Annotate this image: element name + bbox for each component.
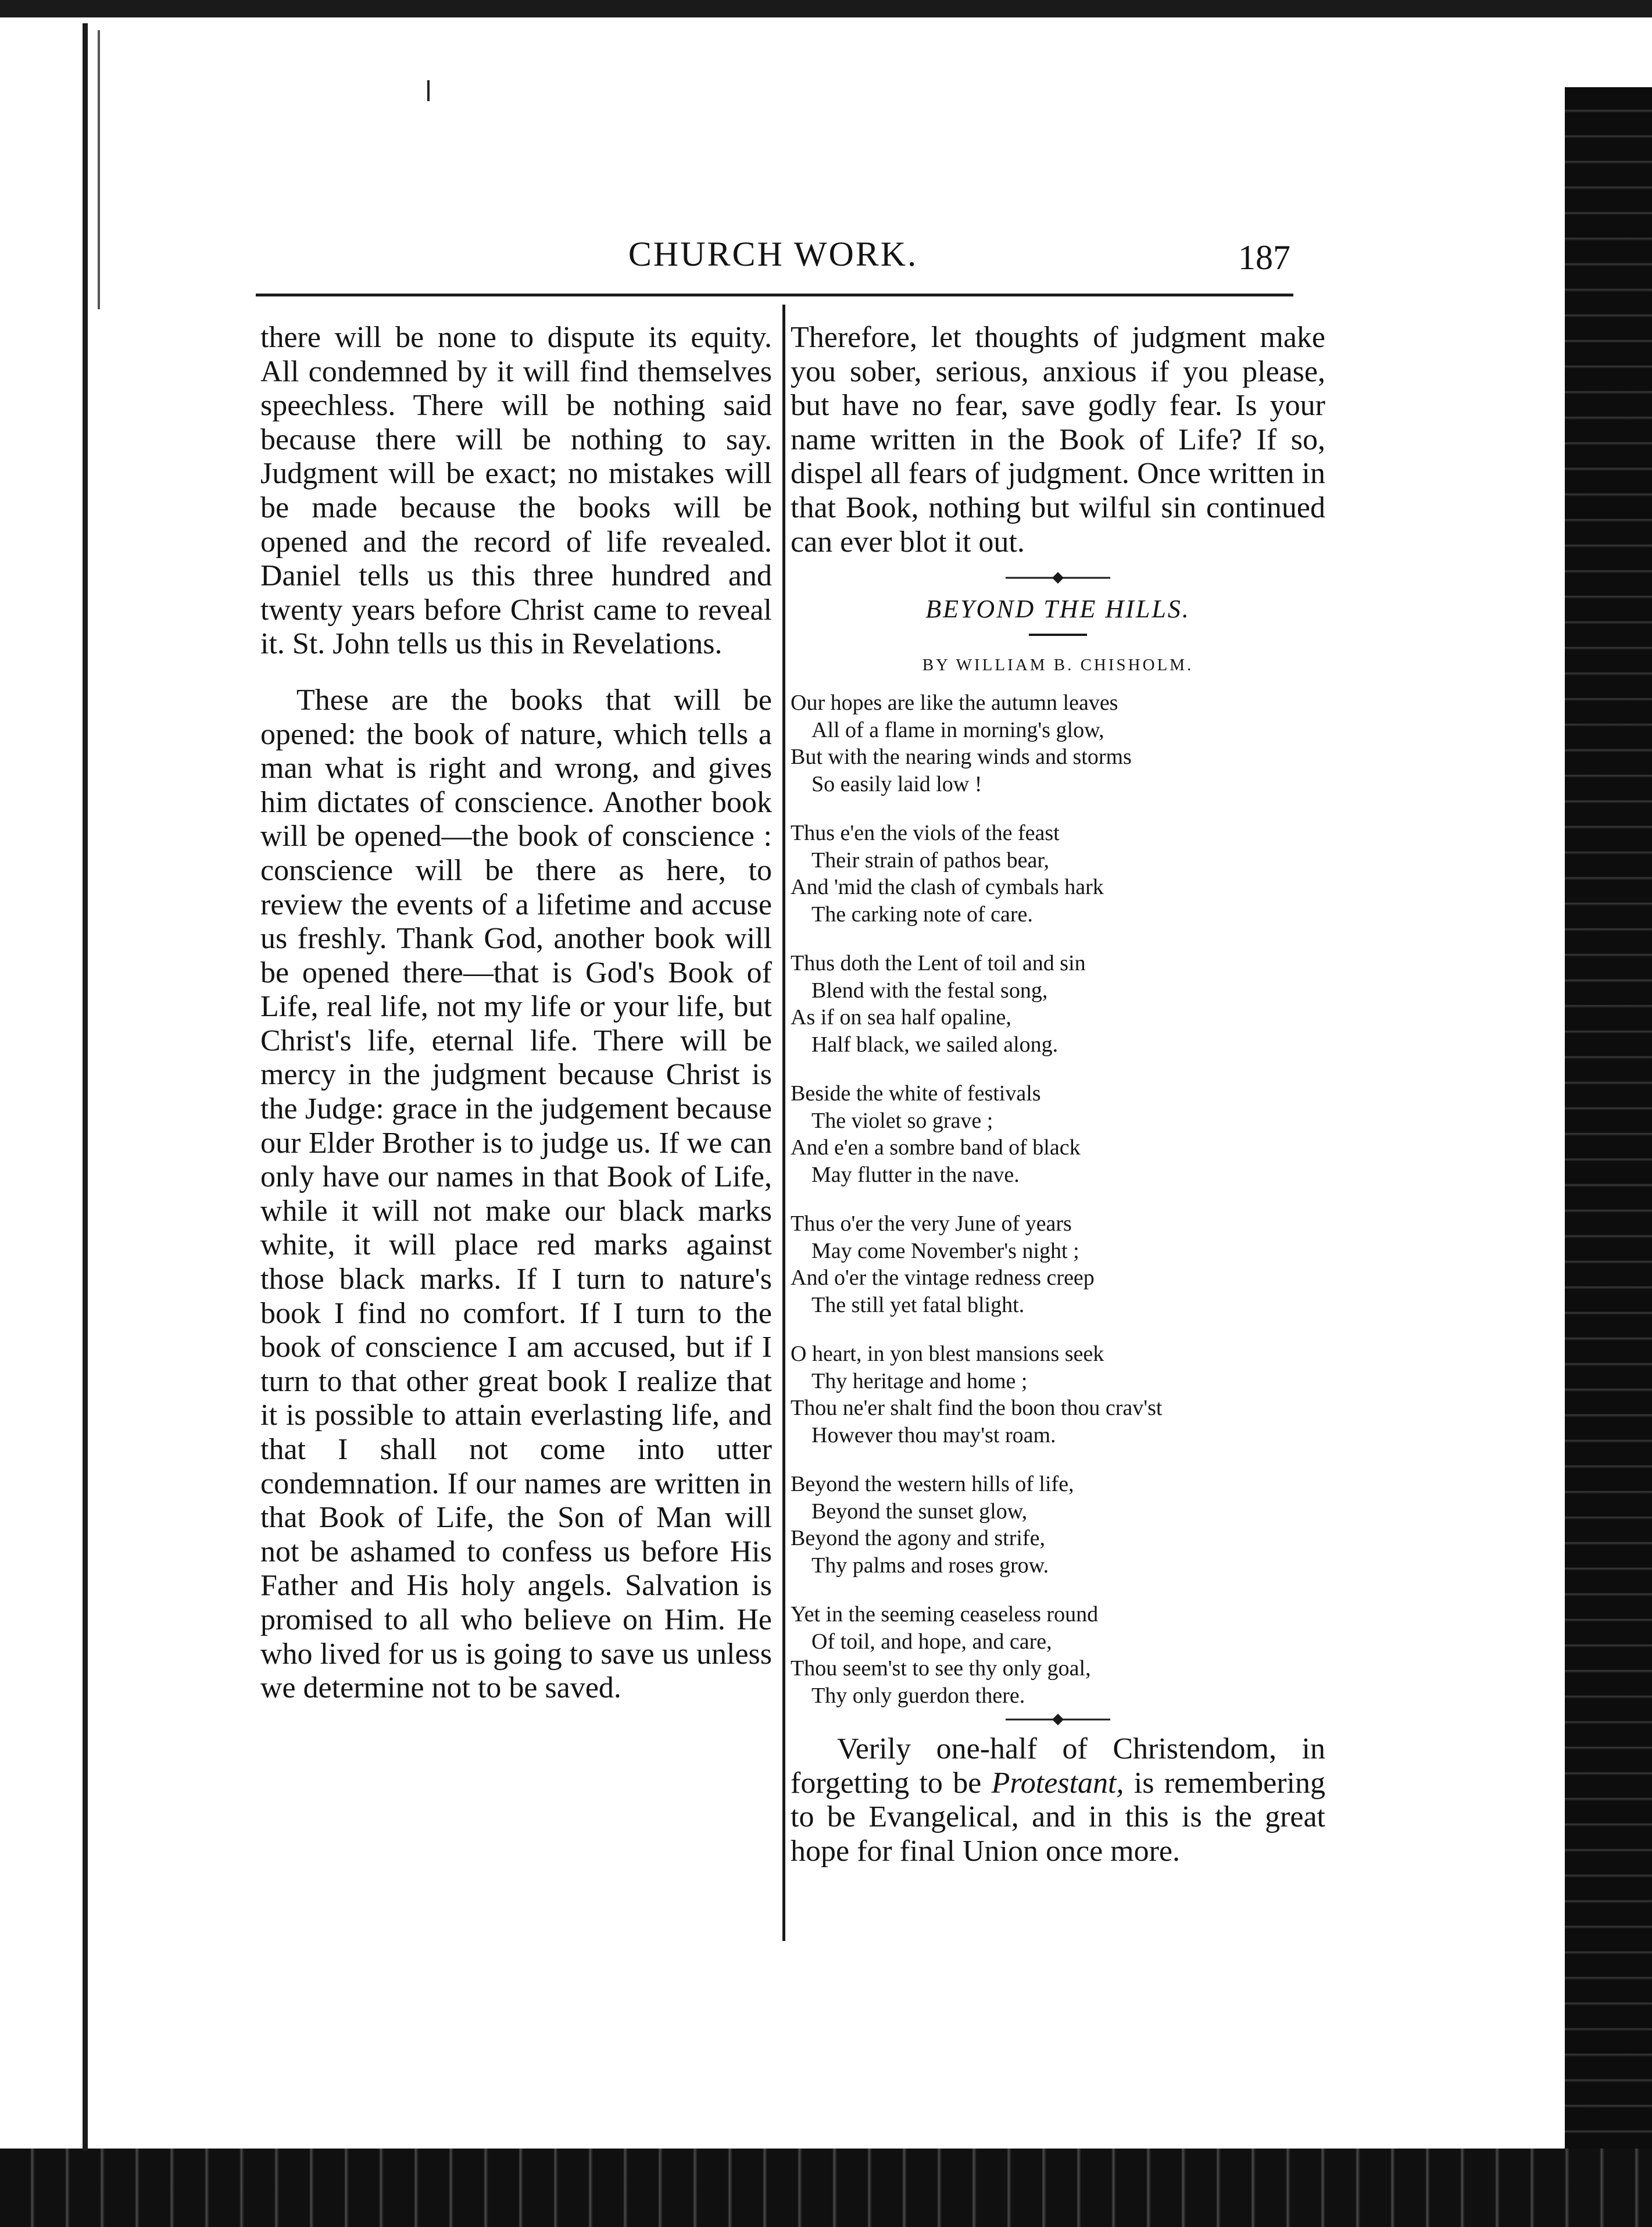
poem-stanza <box>791 1601 1325 1709</box>
poem-line: Beyond the agony and strife, <box>791 1526 1045 1551</box>
diamond-ornament-icon <box>1006 1713 1110 1726</box>
poem-line: O heart, in yon blest mansions seek <box>791 1342 1104 1367</box>
poem-line: All of a flame in morning's glow, <box>811 717 1104 742</box>
poem-line: So easily laid low ! <box>811 771 982 796</box>
scan-edge-left-inner <box>98 30 100 309</box>
right-column <box>791 321 1325 1954</box>
poem-stanza <box>791 820 1325 928</box>
poem-stanza <box>791 1471 1325 1579</box>
poem-line: Thus e'en the viols of the feast <box>791 821 1060 846</box>
poem-line: Beyond the western hills of life, <box>791 1472 1074 1497</box>
left-column <box>260 321 772 1954</box>
poem-line: Blend with the festal song, <box>811 978 1048 1003</box>
running-title: CHURCH WORK. <box>628 235 918 273</box>
poem-line: Thy heritage and home ; <box>811 1368 1028 1393</box>
scan-tick-mark <box>427 80 430 101</box>
poem-line: Beyond the sunset glow, <box>811 1499 1028 1524</box>
scan-border-bottom <box>0 2149 1652 2227</box>
poem-stanza <box>791 689 1325 798</box>
poem-line: As if on sea half opaline, <box>791 1005 1011 1030</box>
column-rule <box>782 305 785 1941</box>
poem-line: May come November's night ; <box>811 1238 1079 1263</box>
page-header <box>256 228 1290 280</box>
poem-line: Thus o'er the very June of years <box>791 1211 1072 1236</box>
poem-line: The violet so grave ; <box>811 1108 993 1133</box>
poem-line: And o'er the vintage redness creep <box>791 1266 1095 1291</box>
paragraph: These are the books that will be opened: the book of nature, which tells a man what is right and wrong, and gives him dictates of conscience. Another book will be opened—the book of conscience : conscience will be there as here, to review the events of a lifetime and accuse us freshly. Thank God, another book will be opened there—that is God's Book of Life, real life, not my life or your life, but Christ's life, eternal life. There will be mercy in the judgment because Christ is the Judge: grace in the judgement because our Elder Brother is to judge us. If we can only have our names in that Book of Life, while it will not make our black marks white, it will place red marks against those black marks. If I turn to nature's book I find no comfort. If I turn to the book of conscience I am accused, but if I turn to that other great book I realize that it is possible to attain everlasting life, and that I shall not come into utter condemnation. If our names are written in that Book of Life, the Son of Man will not be ashamed to confess us before His Father and His holy angels. Salvation is promised to all who believe on Him. He who lived for us is going to save us unless we determine not to be saved. <box>260 683 772 1705</box>
poem-line: Thy palms and roses grow. <box>811 1553 1049 1578</box>
poem-line: The carking note of care. <box>811 902 1033 927</box>
poem-byline: BY WILLIAM B. CHISHOLM. <box>922 656 1194 675</box>
paragraph: there will be none to dispute its equity. All condemned by it will find themselves speechless. There will be nothing said because there will be nothing to say. Judgment will be exact; no mistakes will be made because the books will be opened and the record of life revealed. Daniel tells us this three hundred and twenty years before Christ came to reveal it. St. John tells us this in Revelations. <box>260 321 772 661</box>
poem-stanza <box>791 950 1325 1058</box>
poem-line: May flutter in the nave. <box>811 1162 1020 1187</box>
poem-stanza <box>791 1080 1325 1188</box>
poem-line: Thou seem'st to see thy only goal, <box>791 1656 1091 1681</box>
poem-line: And 'mid the clash of cymbals hark <box>791 875 1104 900</box>
closing-text-end: is remembering to be Evangelical, and in this is the great hope for final Union once more. <box>791 1766 1325 1868</box>
scan-border-top-fade <box>1279 0 1569 13</box>
poem-line: Thus doth the Lent of toil and sin <box>791 951 1086 976</box>
poem-line: Yet in the seeming ceaseless round <box>791 1602 1099 1627</box>
poem-line: Their strain of pathos bear, <box>811 848 1049 873</box>
poem-line: The still yet fatal blight. <box>811 1292 1025 1317</box>
paragraph: Therefore, let thoughts of judgment make you sober, serious, anxious if you please, but have no fear, save godly fear. Is your name written in the Book of Life? If so, dispel all fears of judgment. Once written in that Book, nothing but wilful sin continued can ever blot it out. <box>791 321 1325 559</box>
closing-paragraph <box>791 1732 1325 1868</box>
poem-line: And e'en a sombre band of black <box>791 1135 1081 1160</box>
emphasis-protestant: Protestant, <box>991 1766 1124 1800</box>
poem-line: Thy only guerdon there. <box>811 1683 1025 1708</box>
poem-line: Our hopes are like the autumn leaves <box>791 691 1118 716</box>
poem-line: Thou ne'er shalt find the boon thou crav'st <box>791 1396 1163 1421</box>
closing-text-start: Verily one-half of Christendom, in forgetting to be <box>791 1732 1325 1800</box>
diamond-ornament-icon <box>1006 571 1110 585</box>
poem-line: Beside the white of festivals <box>791 1081 1041 1106</box>
scan-edge-left <box>83 23 88 2151</box>
scan-border-right <box>1565 87 1652 2227</box>
poem-stanza <box>791 1341 1325 1449</box>
poem-stanza <box>791 1210 1325 1318</box>
poem-line: Half black, we sailed along. <box>811 1032 1059 1057</box>
header-rule <box>256 294 1293 296</box>
poem-title: BEYOND THE HILLS. <box>925 595 1190 624</box>
poem-line: Of toil, and hope, and care, <box>811 1629 1052 1654</box>
page-number: 187 <box>1238 238 1290 277</box>
title-rule <box>1029 634 1087 636</box>
poem-line: But with the nearing winds and storms <box>791 745 1132 770</box>
poem-line: However thou may'st roam. <box>811 1422 1056 1447</box>
